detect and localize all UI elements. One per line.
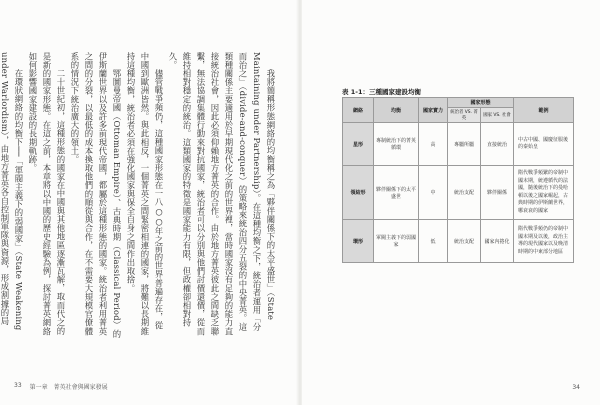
paragraph-1: 我將簡稱形態網絡的均衡稱之為「夥伴關係下的太平盛世」（State Maintaining under Partnership）。在這種均衡之下，統治者運用「分而治之」（divide-and-conquer）的策略來統治四分五裂的中央菁英。這類種關係主要適用於早期現代化之前的世界裡，當時國家沒有足夠的能力直接統治社會，因此必須仰賴地方菁英的合作。由於地方菁英彼此之間缺乏聯繫，無法協調集體行動來對抗國家，統治者可以分別與他們討價還價，從而維持相對穩定的統治。這類國家的特徵是國家能力有限，但政權卻相對持久。 <box>168 52 276 336</box>
header-equilibrium: 均衡 <box>374 98 419 123</box>
cell-network: 領結形 <box>343 166 374 220</box>
header-ruler-vs-elite: 統治者 VS. 菁英 <box>448 108 481 123</box>
cell-power: 低 <box>419 220 448 263</box>
body-text <box>0 52 278 338</box>
header-state-form: 國家形態 <box>448 98 514 108</box>
table-row <box>343 166 574 220</box>
cell-equilibrium: 軍閥主義下的弱國家 <box>374 220 419 263</box>
cell-ruler-elite: 專屬所屬 <box>448 123 481 166</box>
paragraph-3: 鄂圖曼帝國（Ottoman Empire）、古典時期（Classical Period）的伊斯蘭世界以及許多前現代帝國，都屬於這種形態的國家。統治者利用菁英之間的分裂，以最低的成本換取他們的順從與合作，在不需要大規模官僚體系的情況下統治廣大的領土。 <box>70 52 122 338</box>
cell-state-society: 直接統治 <box>481 123 514 166</box>
cell-ruler-elite: 統治支配 <box>448 220 481 263</box>
paragraph-2: 儘管戰爭頻仍，這種國家形態在一八○○年之前的世界普遍存在，從中國到歐洲皆然。與此相反，一個菁英之間緊密相連的國家，將難以長期維持這種均衡，統治者必須在強化國家與保全自身之間作出取捨。 <box>126 52 164 336</box>
cell-equilibrium: 夥伴關係下的太平盛世 <box>374 166 419 220</box>
cell-example: 隋代戰爭頻繁的帝制中國末期，統遵循代的法國，隨後統治下的曼哈頓以後之國家崛起，古典時期的伊斯蘭世界，哪衰衰的國家 <box>514 166 574 220</box>
cell-network: 星形 <box>343 123 374 166</box>
header-state-vs-society: 國家 VS. 社會 <box>481 108 514 123</box>
header-example: 範例 <box>514 98 574 123</box>
right-footer <box>572 384 580 391</box>
table-row <box>343 220 574 263</box>
cell-state-society: 國家內捲化 <box>481 220 514 263</box>
paragraph-4: 二十世紀初，這種形態的國家在中國與其他地區逐漸瓦解，取而代之的是新的國家形態。在這之前，本章將以中國的歷史經驗為例，探討菁英網絡如何影響國家建設的長期軌跡。 <box>28 52 66 336</box>
page-number-left: 33 <box>14 382 22 389</box>
cell-example: 中古中國、國慶征服後的秦始皇 <box>514 123 574 166</box>
header-network: 網絡 <box>343 98 374 123</box>
equilibrium-table <box>342 97 574 263</box>
left-footer <box>14 382 108 391</box>
cell-state-society: 夥伴關係 <box>481 166 514 220</box>
cell-network: 環形 <box>343 220 374 263</box>
page-number-right: 34 <box>572 384 580 391</box>
left-page <box>0 0 298 405</box>
paragraph-5: 在環狀網絡的均衡下──「軍閥主義下的弱國家」（State Weakening under Warlordism），由地方菁英各自控制軍隊與資源，形成割據的局 <box>0 52 24 331</box>
cell-example: 隋代戰爭頻仍的帝制中國末期及以後，政治主導的現代國家以及晚清時期的中東部分地區 <box>514 220 574 263</box>
cell-power: 高 <box>419 123 448 166</box>
cell-power: 中 <box>419 166 448 220</box>
header-state-power: 國家實力 <box>419 98 448 123</box>
cell-ruler-elite: 統治支配 <box>448 166 481 220</box>
table-title: 表 1-1：三種國家建設均衡 <box>342 88 422 96</box>
table-row <box>343 123 574 166</box>
cell-equilibrium: 專制統治下的菁英循環 <box>374 123 419 166</box>
right-page <box>302 0 600 405</box>
chapter-title: 第一章 菁英社會與國家發展 <box>29 384 108 391</box>
